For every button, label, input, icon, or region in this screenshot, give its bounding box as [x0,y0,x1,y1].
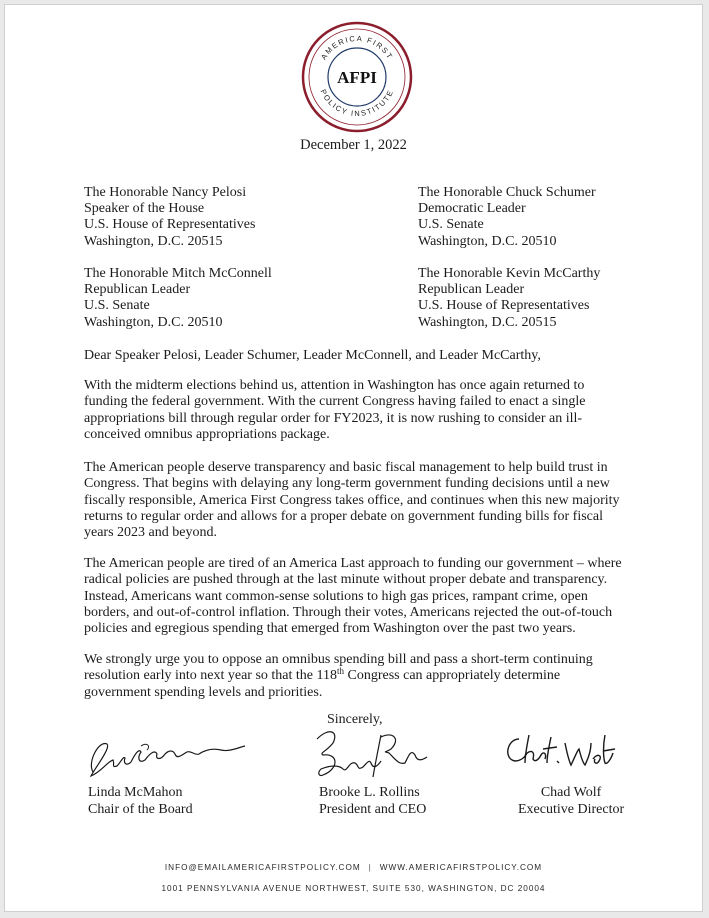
body-paragraph-2: The American people deserve transparency and basic fiscal management to help build trust in Congress. That begins with delaying any long-term government funding decisions until a new fiscally responsible, America First Congress takes office, and continues when this new majority returns to regular order and allows for a proper debate on government funding bills for fiscal years 2023 and beyond. [84,460,620,541]
recipient-address-schumer [418,185,596,250]
address-line: The Honorable Mitch McConnell [84,266,272,281]
letter-date: December 1, 2022 [300,137,407,153]
address-line: Washington, D.C. 20515 [418,314,557,330]
footer-website[interactable]: WWW.AMERICAFIRSTPOLICY.COM [379,863,543,872]
recipient-address-mccarthy [418,266,600,331]
signer-name: Brooke L. Rollins [319,785,420,800]
address-line: U.S. House of Representatives [418,298,590,314]
recipient-address-mcconnell [84,266,272,331]
logo-center-text: AFPI [337,68,377,87]
address-line: U.S. Senate [84,298,150,314]
address-line: Republican Leader [418,282,525,298]
footer-email[interactable]: INFO@EMAILAMERICAFIRSTPOLICY.COM [164,863,361,872]
signer-name: Chad Wolf [540,785,602,800]
body-paragraph-3: The American people are tired of an America Last approach to funding our government – where radical policies are pushed through at the last minute without proper debate and transparency. Instead, Americans want common-sense solutions to high gas prices, rampant crime, open borders, and out-of-control inflation. Through their votes, Americans rejected the out-of-touch policies and egregious spending that emerged from Washington over the past two years. [84,556,622,637]
address-line: U.S. House of Representatives [84,217,256,233]
signer-mcmahon [88,784,193,818]
signer-wolf [518,784,624,818]
closing: Sincerely, [327,712,383,727]
address-line: Washington, D.C. 20510 [84,314,223,330]
signer-title: President and CEO [319,802,427,817]
address-line: Washington, D.C. 20510 [418,233,557,249]
salutation: Dear Speaker Pelosi, Leader Schumer, Leader McConnell, and Leader McCarthy, [84,348,541,363]
address-line: Democratic Leader [418,201,526,217]
address-line: The Honorable Chuck Schumer [418,185,596,200]
footer-separator: | [368,863,372,872]
address-line: The Honorable Kevin McCarthy [418,266,601,281]
address-line: U.S. Senate [418,217,484,233]
address-line: The Honorable Nancy Pelosi [84,185,247,200]
signer-rollins [319,784,426,818]
signer-title: Chair of the Board [88,802,193,817]
logo-arc-top: AMERICA FIRST [319,33,395,62]
signature-rollins [309,725,439,783]
signer-name: Linda McMahon [88,785,183,800]
afpi-logo [301,21,413,133]
body-paragraph-1: With the midterm elections behind us, attention in Washington has once again returned to funding the federal government. With the current Congress having failed to enact a single appropriations bill through regular order for FY2023, it is now rushing to consider an ill-conceived omnibus appropriations package. [84,378,586,442]
signer-title: Executive Director [518,802,625,817]
address-line: Washington, D.C. 20515 [84,233,223,249]
address-line: Republican Leader [84,282,191,298]
letter-page [4,4,703,912]
body-paragraph-4: We strongly urge you to oppose an omnibus spending bill and pass a short-term continuing resolution early into next year so that the 118th Congress can appropriately determine government spending levels and priorities. [84,652,593,700]
footer-contact [5,863,702,872]
address-line: Speaker of the House [84,201,205,217]
signature-wolf [499,729,619,773]
logo-arc-bottom: POLICY INSTITUTE [318,87,396,119]
footer-address: 1001 PENNSYLVANIA AVENUE NORTHWEST, SUITE 530, WASHINGTON, DC 20004 [161,884,546,893]
signature-mcmahon [81,732,251,780]
recipient-address-pelosi [84,185,255,250]
